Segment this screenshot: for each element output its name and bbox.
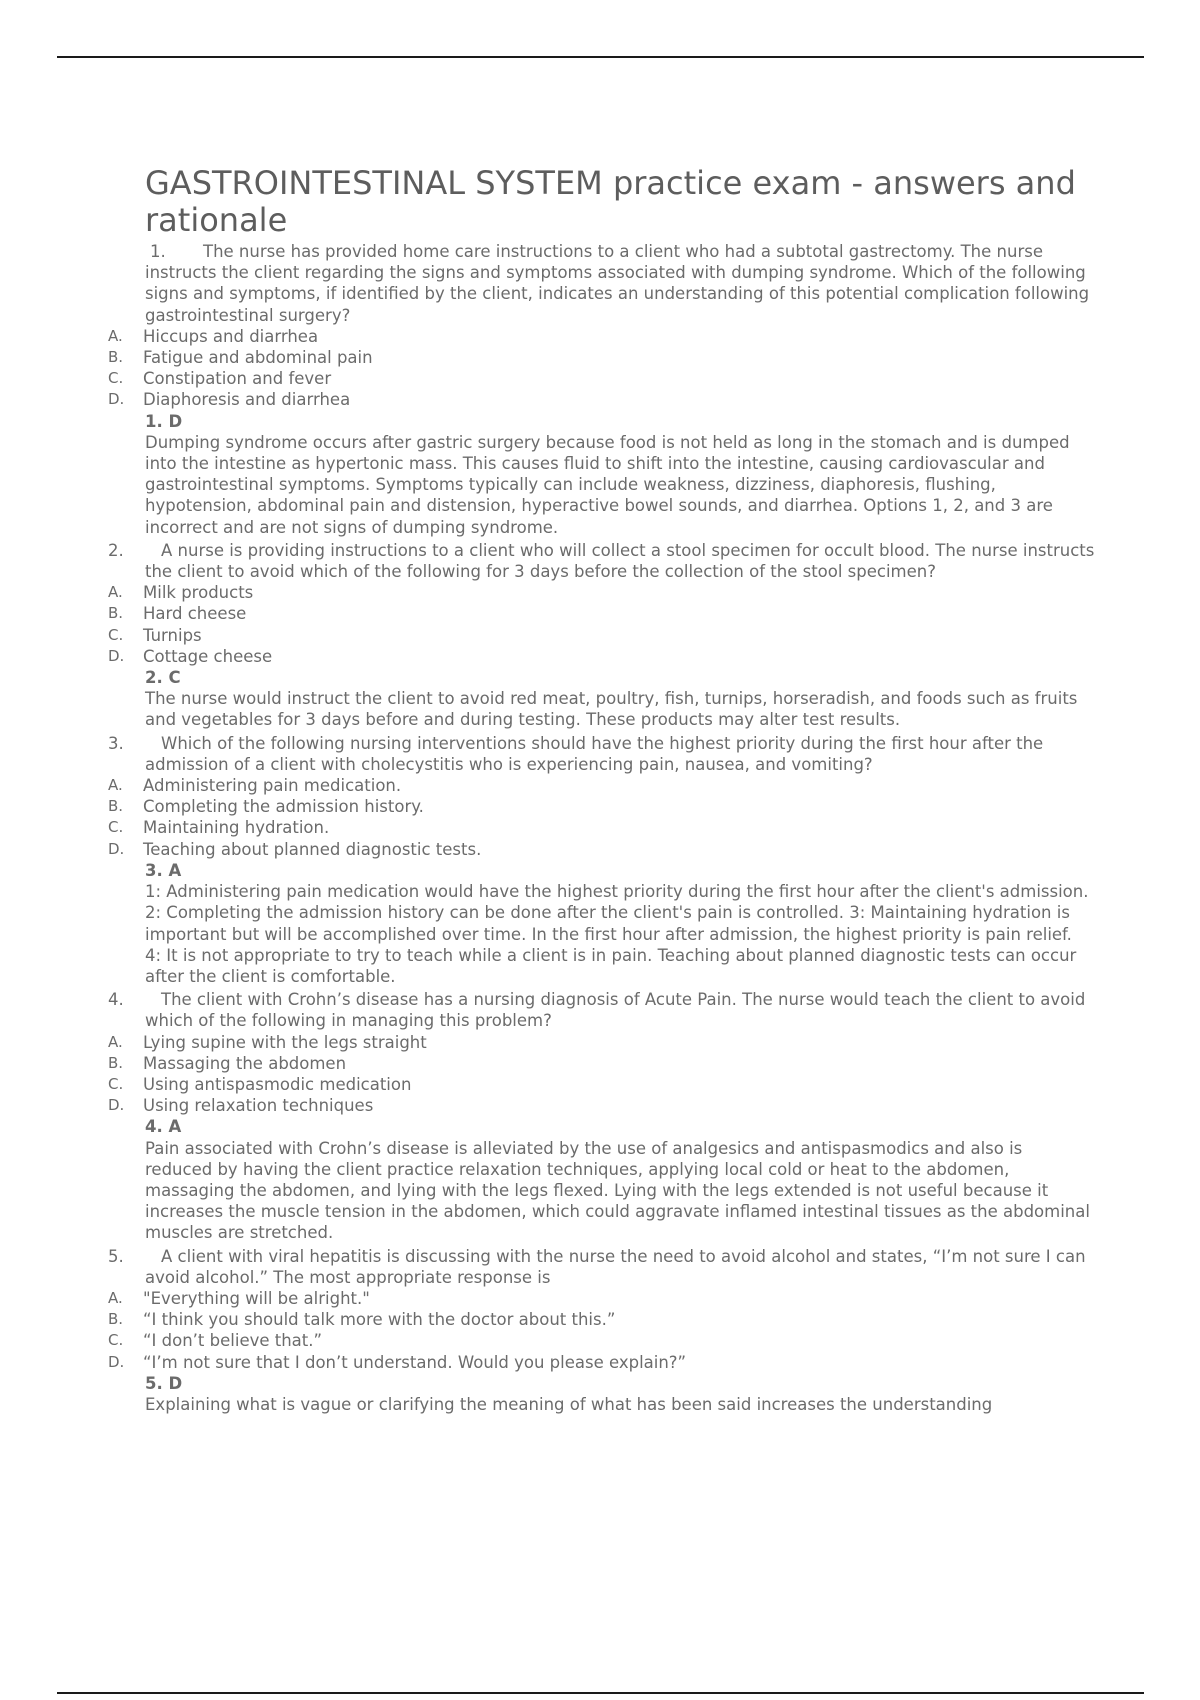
question-block: [0, 989, 1200, 1243]
option-letter: D.: [108, 1096, 125, 1115]
question-block: [0, 540, 1200, 731]
option-text: Massaging the abdomen: [143, 1053, 347, 1073]
option-text: “I’m not sure that I don’t understand. Would you please explain?”: [143, 1352, 687, 1372]
option-letter: C.: [108, 818, 124, 837]
option-letter: B.: [108, 1310, 124, 1329]
option: [0, 1095, 1200, 1116]
question-text: A nurse is providing instructions to a client who will collect a stool specimen for occult blood. The nurse instructs the client to avoid which of the following for 3 days before the collection of the stool specimen?: [145, 540, 1095, 582]
question-text: The client with Crohn’s disease has a nursing diagnosis of Acute Pain. The nurse would teach the client to avoid which of the following in managing this problem?: [145, 990, 1086, 1031]
question-number: 4.: [108, 990, 124, 1010]
question-block: [0, 1246, 1200, 1416]
option: [0, 582, 1200, 603]
question-block: [0, 241, 1200, 538]
option-letter: A.: [108, 776, 123, 795]
option: [0, 1352, 1200, 1373]
option: [0, 603, 1200, 624]
question-number: 1.: [150, 242, 166, 261]
option-text: Turnips: [143, 625, 202, 645]
option: [0, 775, 1200, 796]
option-letter: B.: [108, 1053, 124, 1072]
rationale-text: Explaining what is vague or clarifying the meaning of what has been said increases the understanding: [145, 1394, 993, 1414]
option-letter: D.: [108, 390, 125, 409]
option-letter: C.: [108, 625, 124, 644]
question-stem: [0, 241, 1095, 326]
option: [0, 646, 1200, 667]
option-letter: A.: [108, 583, 123, 602]
option-letter: C.: [108, 369, 124, 388]
option-text: Using relaxation techniques: [143, 1096, 374, 1116]
option: [0, 389, 1200, 410]
option-text: Completing the admission history.: [143, 797, 424, 817]
option-text: "Everything will be alright.": [143, 1288, 370, 1308]
question-number: 5.: [108, 1246, 124, 1266]
option: [0, 817, 1200, 838]
option-letter: A.: [108, 1288, 123, 1307]
option-letter: C.: [108, 1331, 124, 1350]
document-body: [0, 165, 1200, 1415]
option: [0, 1330, 1200, 1351]
option-text: Teaching about planned diagnostic tests.: [143, 839, 482, 859]
option-text: Cottage cheese: [143, 646, 273, 666]
option: [0, 1032, 1200, 1053]
option-text: “I think you should talk more with the doctor about this.”: [143, 1310, 616, 1330]
option-text: Administering pain medication.: [143, 776, 402, 796]
option-letter: D.: [108, 1352, 125, 1371]
option-text: Maintaining hydration.: [143, 818, 330, 838]
option: [0, 1309, 1200, 1330]
question-number: 3.: [108, 733, 124, 753]
option-text: Using antispasmodic medication: [143, 1074, 412, 1094]
option-text: Lying supine with the legs straight: [143, 1032, 427, 1052]
question-stem: [0, 1246, 1095, 1288]
answer-key: 3. A: [145, 860, 182, 880]
rationale-text: The nurse would instruct the client to avoid red meat, poultry, fish, turnips, horseradish, and foods such as fruits and vegetables for 3 days before and during testing. These products may alter test results.: [145, 689, 1078, 730]
option-letter: A.: [108, 326, 123, 345]
option: [0, 347, 1200, 368]
option-text: Hard cheese: [143, 604, 247, 624]
option-text: “I don’t believe that.”: [143, 1331, 323, 1351]
question-stem: [0, 733, 1095, 775]
question-text: A client with viral hepatitis is discussing with the nurse the need to avoid alcohol and states, “I’m not sure I can avoid alcohol.” The most appropriate response is: [145, 1246, 1086, 1287]
answer-key: 2. C: [145, 668, 181, 688]
option-text: Fatigue and abdominal pain: [143, 348, 373, 368]
rationale-text: Pain associated with Crohn’s disease is alleviated by the use of analgesics and antispasmodics and also is reduced by having the client practice relaxation techniques, applying local cold or heat to the abdomen, massaging the abdomen, and lying with the legs flexed. Lying with the legs extended is not useful because it increases the muscle tension in the abdomen, which could aggravate inflamed intestinal tissues as the abdominal muscles are stretched.: [145, 1138, 1090, 1243]
option: [0, 796, 1200, 817]
option-letter: B.: [108, 348, 124, 367]
bottom-rule: [57, 1692, 1144, 1694]
option-text: Milk products: [143, 583, 254, 603]
option-text: Diaphoresis and diarrhea: [143, 390, 351, 410]
option-letter: D.: [108, 839, 125, 858]
option-letter: B.: [108, 604, 124, 623]
option-text: Constipation and fever: [143, 369, 332, 389]
option: [0, 1074, 1200, 1095]
option: [0, 839, 1200, 860]
answer-key: 1. D: [145, 411, 183, 431]
question-stem: [0, 540, 1095, 582]
option: [0, 326, 1200, 347]
option: [0, 368, 1200, 389]
option: [0, 1288, 1200, 1309]
answer-key: 4. A: [145, 1117, 182, 1137]
option: [0, 625, 1200, 646]
question-stem: [0, 989, 1095, 1031]
question-block: [0, 733, 1200, 987]
question-number: 2.: [108, 540, 124, 560]
question-text: Which of the following nursing interventions should have the highest priority during the first hour after the admission of a client with cholecystitis who is experiencing pain, nausea, and vomiting?: [145, 733, 1044, 774]
page-title: GASTROINTESTINAL SYSTEM practice exam - answers and rationale: [145, 164, 1076, 239]
option: [0, 1053, 1200, 1074]
option-letter: C.: [108, 1074, 124, 1093]
option-letter: A.: [108, 1032, 123, 1051]
answer-key: 5. D: [145, 1373, 183, 1393]
option-text: Hiccups and diarrhea: [143, 326, 319, 346]
rationale-text: Dumping syndrome occurs after gastric surgery because food is not held as long in the stomach and is dumped into the intestine as hypertonic mass. This causes fluid to shift into the intestine, causing cardiovascular and gastrointestinal symptoms. Symptoms typically can include weakness, dizziness, diaphoresis, flushing, hypotension, abdominal pain and distension, hyperactive bowel sounds, and diarrhea. Options 1, 2, and 3 are incorrect and are not signs of dumping syndrome.: [145, 432, 1070, 537]
option-letter: D.: [108, 646, 125, 665]
top-rule: [57, 56, 1144, 58]
option-letter: B.: [108, 797, 124, 816]
rationale-text: 1: Administering pain medication would have the highest priority during the first hour after the client's admission. 2: Completing the admission history can be done after the client's pain is controlled. 3: Maintaining hydration is important but will be accomplished over time. In the first hour after admission, the highest priority is pain relief. 4: It is not appropriate to try to teach while a client is in pain. Teaching about planned diagnostic tests can occur after the client is comfortable.: [145, 882, 1089, 986]
question-text: The nurse has provided home care instructions to a client who had a subtotal gastrectomy. The nurse instructs the client regarding the signs and symptoms associated with dumping syndrome. Which of the following signs and symptoms, if identified by the client, indicates an understanding of this potential complication following gastrointestinal surgery?: [145, 242, 1090, 325]
